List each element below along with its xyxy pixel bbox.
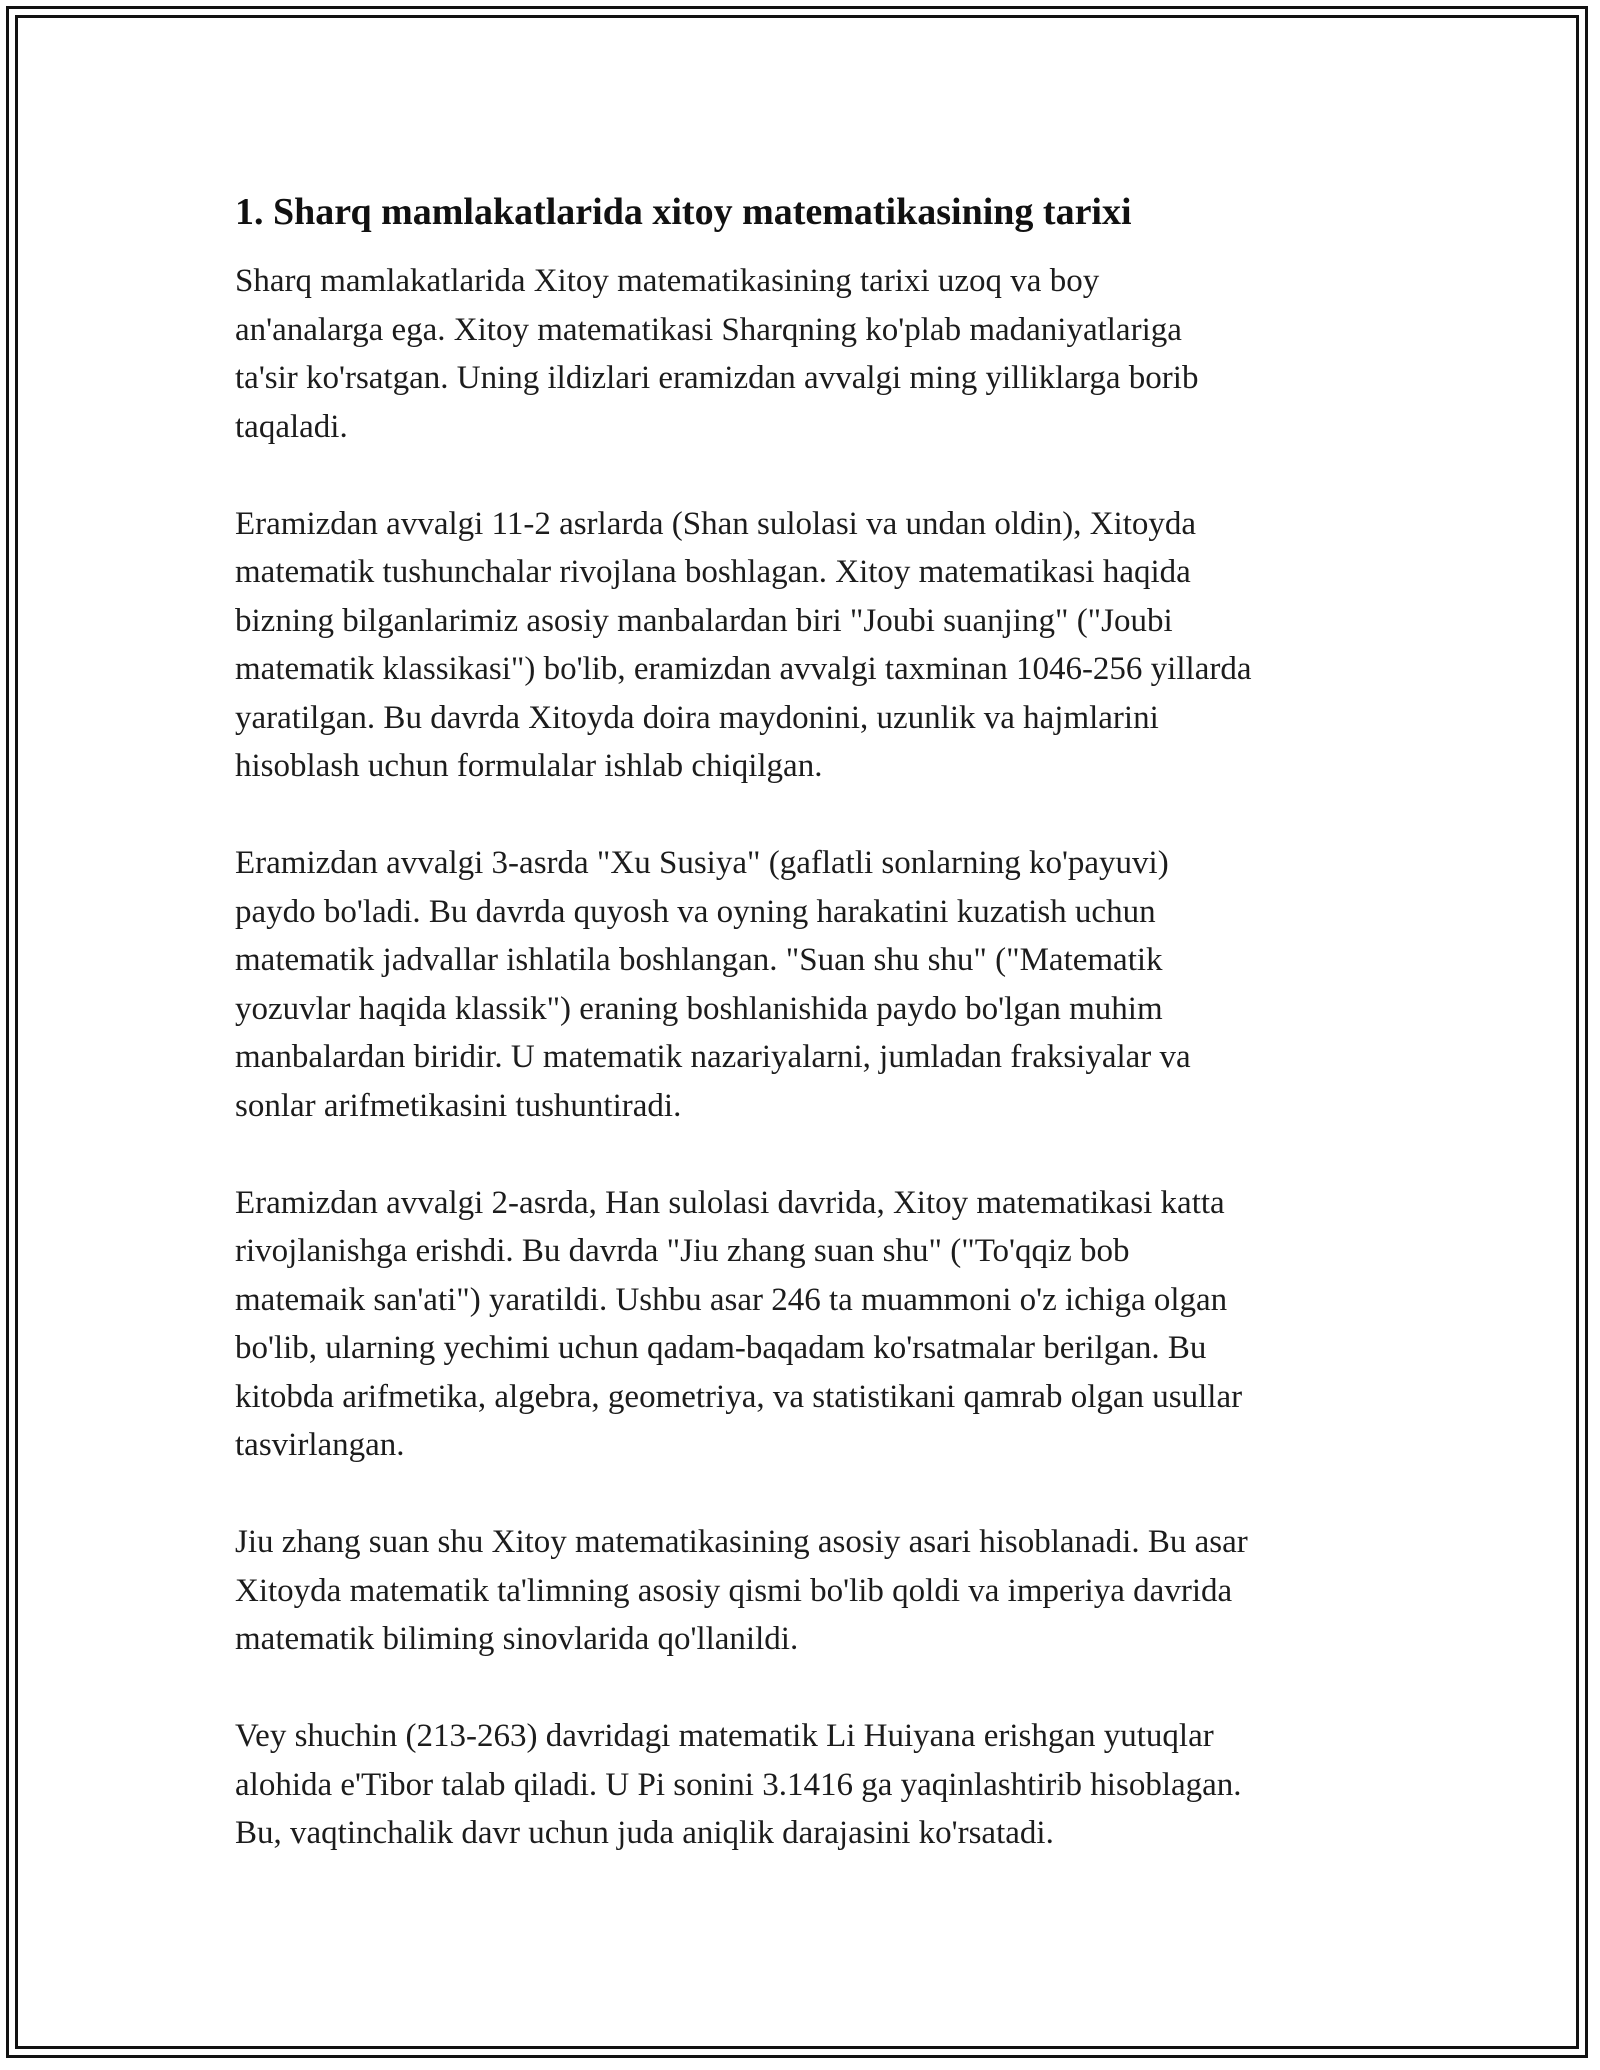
- paragraph-line: ta'sir ko'rsatgan. Uning ildizlari eramizdan avvalgi ming yilliklarga borib: [235, 360, 1199, 396]
- paragraph-line: manbalardan biridir. U matematik nazariyalarni, jumladan fraksiyalar va: [235, 1039, 1191, 1075]
- paragraph-line: matematik jadvallar ishlatila boshlangan. "Suan shu shu" ("Matematik: [235, 942, 1163, 978]
- paragraph-line: taqaladi.: [235, 408, 348, 445]
- paragraph-line: an'analarga ega. Xitoy matematikasi Sharqning ko'plab madaniyatlariga: [235, 311, 1182, 348]
- paragraph-5: [235, 1518, 1385, 1664]
- paragraph-line: Xitoyda matematik ta'limning asosiy qismi bo'lib qoldi va imperiya davrida: [235, 1572, 1233, 1609]
- paragraph-2: [235, 500, 1385, 791]
- paragraph-line: rivojlanishga erishdi. Bu davrda "Jiu zhang suan shu" ("To'qqiz bob: [235, 1233, 1130, 1269]
- paragraph-line: sonlar arifmetikasini tushuntiradi.: [235, 1087, 682, 1124]
- document-title: 1. Sharq mamlakatlarida xitoy matematikasining tarixi: [235, 191, 1132, 233]
- paragraph-1: [235, 257, 1385, 451]
- paragraph-line: kitobda arifmetika, algebra, geometriya, va statistikani qamrab olgan usullar: [235, 1378, 1243, 1415]
- paragraph-line: alohida e'Tibor talab qiladi. U Pi sonini 3.1416 ga yaqinlashtirib hisoblagan.: [235, 1766, 1242, 1803]
- paragraph-line: paydo bo'ladi. Bu davrda quyosh va oyning harakatini kuzatish uchun: [235, 893, 1156, 930]
- paragraph-line: matemaik san'ati") yaratildi. Ushbu asar 246 ta muammoni o'z ichiga olgan: [235, 1281, 1228, 1318]
- paragraph-4: [235, 1179, 1385, 1470]
- paragraph-line: matematik tushunchalar rivojlana boshlagan. Xitoy matematikasi haqida: [235, 554, 1191, 590]
- paragraph-line: Sharq mamlakatlarida Xitoy matematikasining tarixi uzoq va boy: [235, 263, 1100, 299]
- paragraph-line: yaratilgan. Bu davrda Xitoyda doira maydonini, uzunlik va hajmlarini: [235, 699, 1159, 736]
- paragraph-line: Bu, vaqtinchalik davr uchun juda aniqlik darajasini ko'rsatadi.: [235, 1815, 1054, 1851]
- paragraph-line: bizning bilganlarimiz asosiy manbalardan biri "Joubi suanjing" ("Joubi: [235, 602, 1173, 639]
- paragraph-6: [235, 1712, 1385, 1858]
- paragraph-line: Eramizdan avvalgi 11-2 asrlarda (Shan sulolasi va undan oldin), Xitoyda: [235, 505, 1197, 542]
- paragraph-line: hisoblash uchun formulalar ishlab chiqilgan.: [235, 748, 823, 784]
- paragraph-line: matematik klassikasi") bo'lib, eramizdan avvalgi taxminan 1046-256 yillarda: [235, 651, 1252, 687]
- paragraph-line: Eramizdan avvalgi 2-asrda, Han sulolasi davrida, Xitoy matematikasi katta: [235, 1184, 1225, 1221]
- paragraph-line: matematik biliming sinovlarida qo'llanildi.: [235, 1621, 799, 1657]
- paragraph-line: yozuvlar haqida klassik") eraning boshlanishida paydo bo'lgan muhim: [235, 990, 1163, 1027]
- paragraph-3: [235, 839, 1385, 1130]
- paragraph-line: Jiu zhang suan shu Xitoy matematikasining asosiy asari hisoblanadi. Bu asar: [235, 1524, 1248, 1560]
- document-body: [235, 186, 1385, 1906]
- paragraph-line: tasvirlangan.: [235, 1427, 405, 1463]
- paragraph-line: bo'lib, ularning yechimi uchun qadam-baqadam ko'rsatmalar berilgan. Bu: [235, 1330, 1207, 1366]
- paragraph-line: Vey shuchin (213-263) davridagi matematik Li Huiyana erishgan yutuqlar: [235, 1718, 1214, 1754]
- paragraph-line: Eramizdan avvalgi 3-asrda "Xu Susiya" (gaflatli sonlarning ko'payuvi): [235, 845, 1169, 881]
